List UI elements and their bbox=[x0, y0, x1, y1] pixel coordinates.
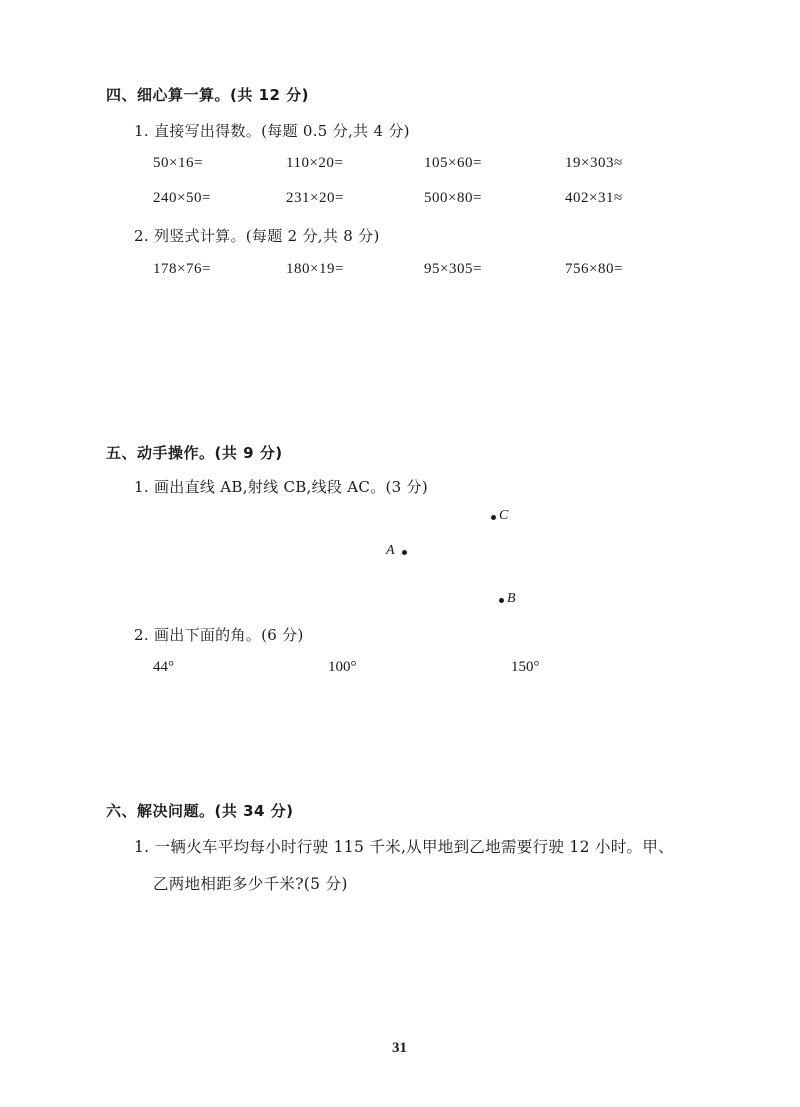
q2-title-draw: 2. 画出下面的角。(6 分) bbox=[134, 626, 304, 644]
expr-8: 402×31≈ bbox=[565, 190, 623, 206]
angle-44: 44° bbox=[153, 659, 174, 675]
q1-title: 1. 直接写出得数。(每题 0.5 分,共 4 分) bbox=[134, 122, 410, 140]
point-c-label: C bbox=[499, 508, 509, 523]
section4-heading: 四、细心算一算。(共 12 分) bbox=[106, 86, 310, 104]
expr-7: 500×80= bbox=[424, 190, 482, 206]
q1-title-draw: 1. 画出直线 AB,射线 CB,线段 AC。(3 分) bbox=[134, 478, 429, 496]
expr-3: 105×60= bbox=[424, 155, 482, 171]
page-number: 31 bbox=[392, 1040, 407, 1056]
point-c-dot bbox=[491, 515, 496, 520]
section6-heading: 六、解决问题。(共 34 分) bbox=[106, 802, 294, 820]
vertical-expr-1: 178×76= bbox=[153, 261, 211, 277]
point-b-dot bbox=[499, 598, 504, 603]
point-b-label: B bbox=[507, 591, 516, 606]
expr-1: 50×16= bbox=[153, 155, 203, 171]
expr-6: 231×20= bbox=[286, 190, 344, 206]
problem-1-line1: 1. 一辆火车平均每小时行驶 115 千米,从甲地到乙地需要行驶 12 小时。甲、 bbox=[134, 838, 674, 856]
problem-1-line2: 乙两地相距多少千米?(5 分) bbox=[153, 875, 348, 893]
expr-4: 19×303≈ bbox=[565, 155, 623, 171]
vertical-expr-4: 756×80= bbox=[565, 261, 623, 277]
expr-2: 110×20= bbox=[286, 155, 344, 171]
point-a-label: A bbox=[386, 543, 395, 558]
vertical-expr-3: 95×305= bbox=[424, 261, 482, 277]
section5-heading: 五、动手操作。(共 9 分) bbox=[106, 444, 283, 462]
expr-5: 240×50= bbox=[153, 190, 211, 206]
q2-title: 2. 列竖式计算。(每题 2 分,共 8 分) bbox=[134, 227, 380, 245]
point-a-dot bbox=[402, 550, 407, 555]
angle-150: 150° bbox=[511, 659, 540, 675]
angle-100: 100° bbox=[328, 659, 357, 675]
vertical-expr-2: 180×19= bbox=[286, 261, 344, 277]
